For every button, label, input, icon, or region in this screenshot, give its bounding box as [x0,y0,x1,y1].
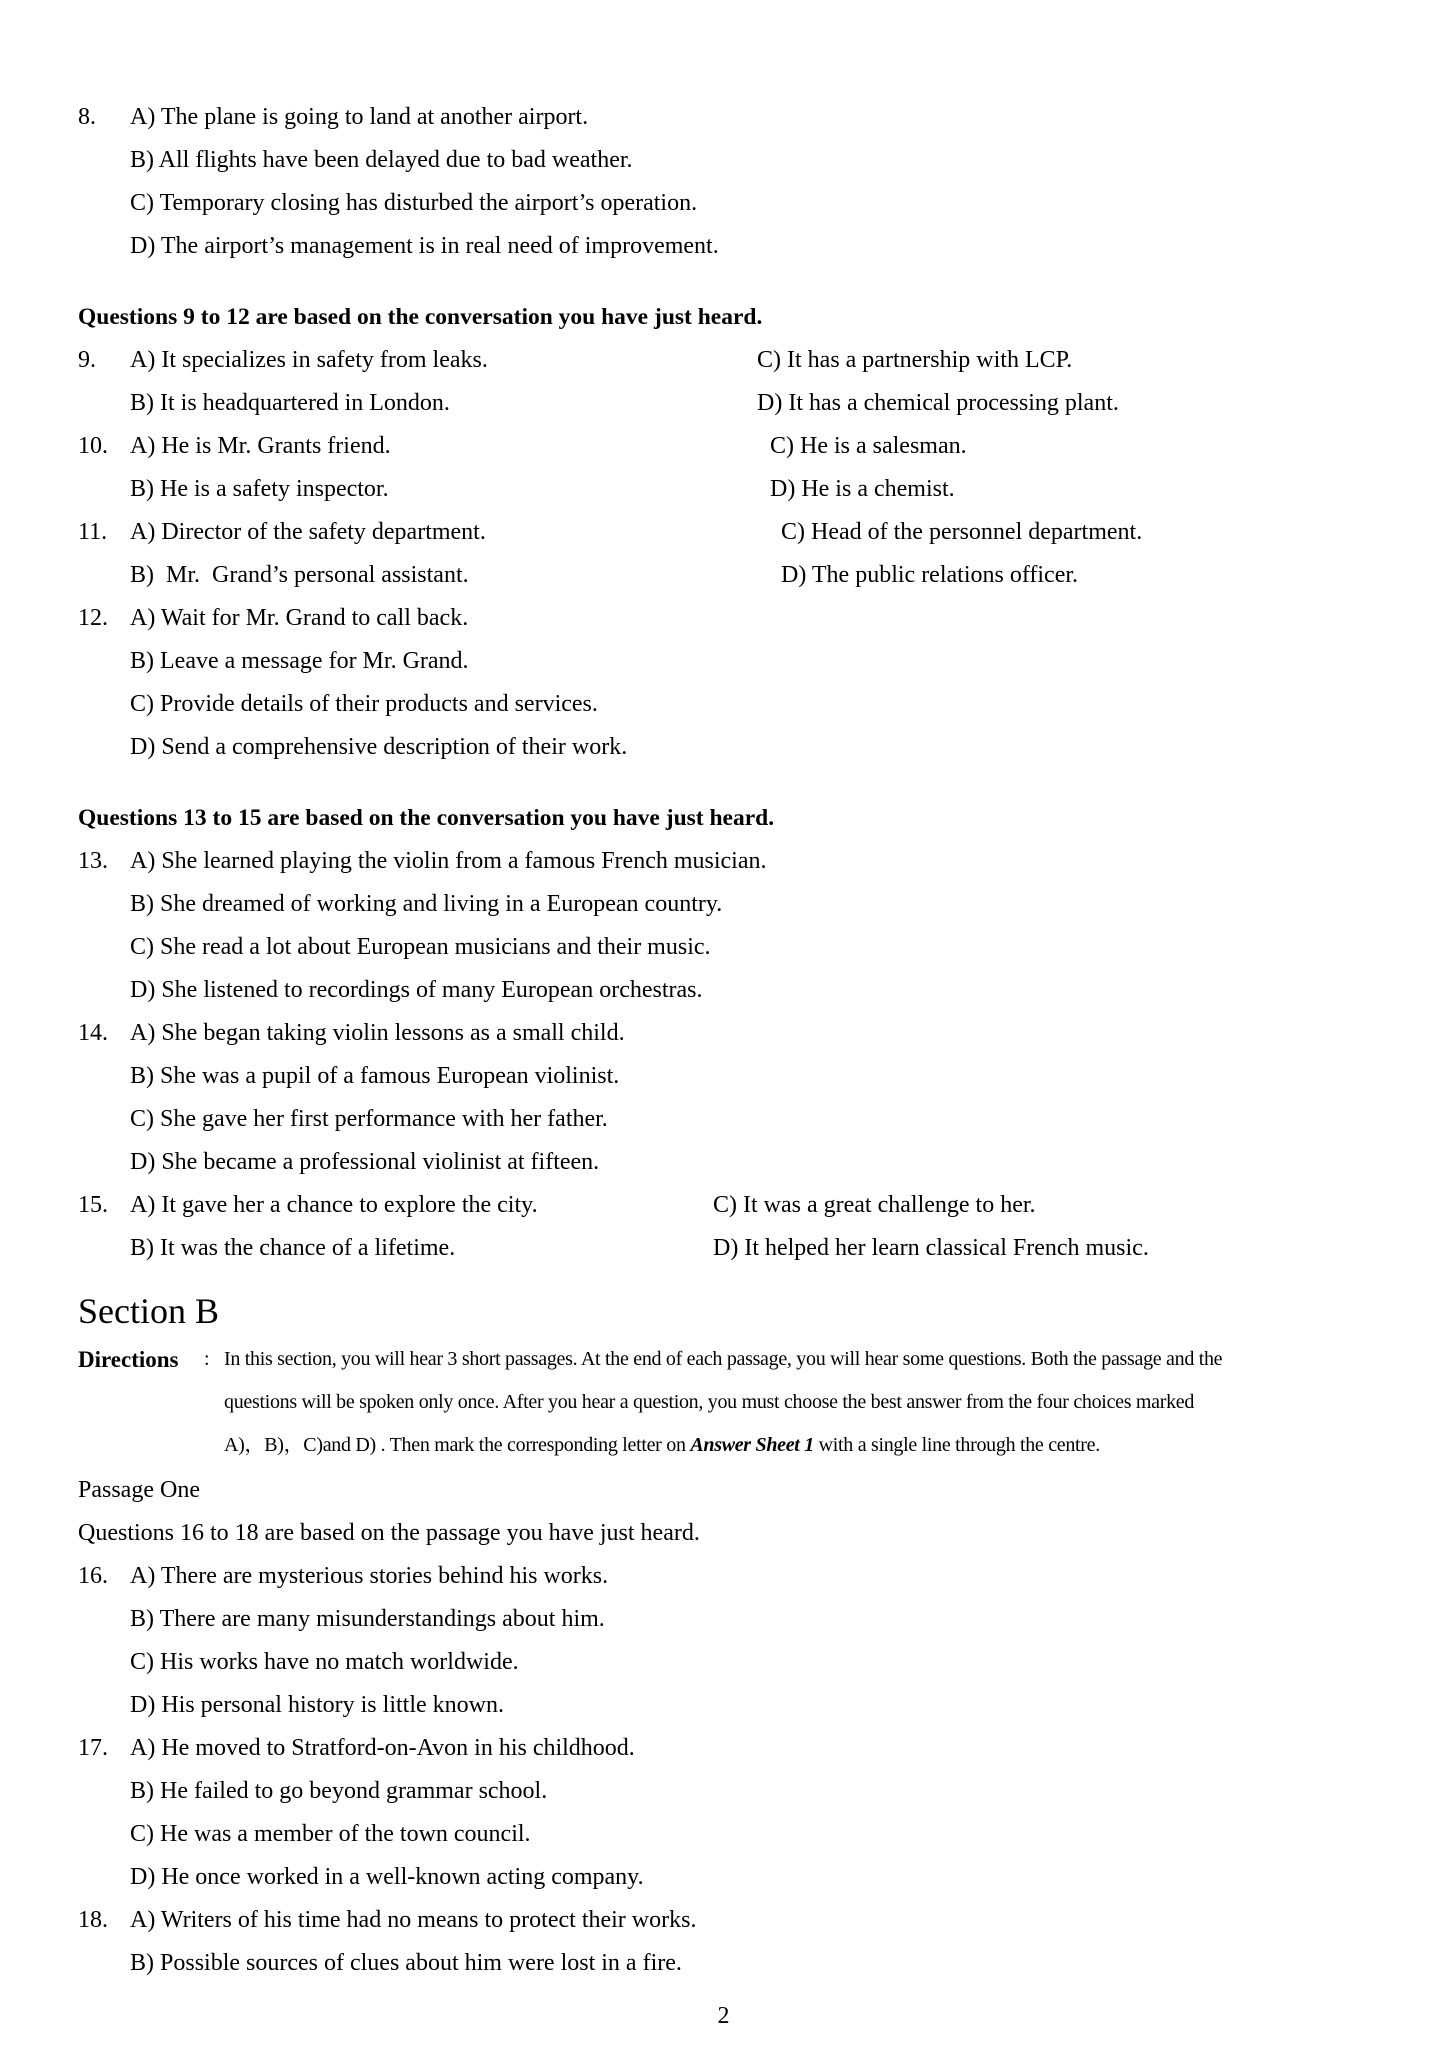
question-16-option-a: A) There are mysterious stories behind his works. [130,1563,609,1589]
question-16-row-4 [0,1684,1447,1727]
question-8-option-b: B) All flights have been delayed due to bad weather. [130,147,633,173]
question-16-row-3 [0,1641,1447,1684]
question-11-option-b: B) Mr. Grand’s personal assistant. [130,562,469,588]
question-11-row-1 [0,511,1447,554]
passage-one-label: Passage One [78,1477,200,1503]
question-9-row-2 [0,382,1447,425]
question-13-row-1 [0,840,1447,883]
question-14-option-d: D) She became a professional violinist at fifteen. [130,1149,600,1175]
question-8-row-1 [0,96,1447,139]
question-17-option-c: C) He was a member of the town council. [130,1821,531,1847]
question-12-row-2 [0,640,1447,683]
question-17-row-2 [0,1770,1447,1813]
question-13-option-c: C) She read a lot about European musicians and their music. [130,934,711,960]
question-13-option-b: B) She dreamed of working and living in a European country. [130,891,723,917]
question-17-option-a: A) He moved to Stratford-on-Avon in his childhood. [130,1735,635,1761]
question-9-option-a: A) It specializes in safety from leaks. [130,347,488,373]
directions-colon: : [204,1348,210,1370]
header-questions-13-15: Questions 13 to 15 are based on the conversation you have just heard. [78,805,775,831]
question-8-row-3 [0,182,1447,225]
question-10-option-d: D) He is a chemist. [770,476,955,502]
page-number: 2 [717,2003,730,2029]
question-12-row-3 [0,683,1447,726]
question-13-option-d: D) She listened to recordings of many European orchestras. [130,977,703,1003]
question-9-row-1 [0,339,1447,382]
question-13-number: 13. [78,848,108,874]
question-18-number: 18. [78,1907,108,1933]
question-9-option-d: D) It has a chemical processing plant. [757,390,1119,416]
directions-text-3 [224,1424,1100,1467]
question-13-row-2 [0,883,1447,926]
question-13-row-3 [0,926,1447,969]
question-15-option-b: B) It was the chance of a lifetime. [130,1235,456,1261]
question-14-option-a: A) She began taking violin lessons as a small child. [130,1020,625,1046]
question-17-row-3 [0,1813,1447,1856]
question-15-row-1 [0,1184,1447,1227]
directions-text-3-suffix: with a single line through the centre. [813,1434,1100,1456]
question-12-number: 12. [78,605,108,631]
question-17-row-1 [0,1727,1447,1770]
header-questions-9-12: Questions 9 to 12 are based on the conversation you have just heard. [78,304,763,330]
directions-text-2: questions will be spoken only once. After you hear a question, you must choose the best answer from the four choices marked [224,1391,1195,1413]
directions-line-1 [0,1338,1447,1381]
question-12-row-4 [0,726,1447,769]
question-8-option-c: C) Temporary closing has disturbed the airport’s operation. [130,190,698,216]
question-8-number: 8. [78,104,96,130]
question-14-option-c: C) She gave her first performance with her father. [130,1106,608,1132]
question-17-option-d: D) He once worked in a well-known acting company. [130,1864,644,1890]
section-b-title: Section B [78,1291,219,1331]
question-8-row-2 [0,139,1447,182]
question-12-option-a: A) Wait for Mr. Grand to call back. [130,605,469,631]
question-13-row-4 [0,969,1447,1012]
directions-line-3 [0,1424,1447,1467]
question-11-option-d: D) The public relations officer. [781,562,1079,588]
question-11-row-2 [0,554,1447,597]
question-12-option-d: D) Send a comprehensive description of their work. [130,734,628,760]
question-17-number: 17. [78,1735,108,1761]
question-10-option-c: C) He is a salesman. [770,433,967,459]
question-10-row-1 [0,425,1447,468]
question-12-option-c: C) Provide details of their products and services. [130,691,598,717]
question-16-row-1 [0,1555,1447,1598]
directions-text-3-prefix: A)，B)，C)and D) . Then mark the corresponding letter on [224,1434,691,1456]
question-18-row-2 [0,1942,1447,1985]
question-14-row-3 [0,1098,1447,1141]
question-13-option-a: A) She learned playing the violin from a famous French musician. [130,848,767,874]
question-12-row-1 [0,597,1447,640]
question-18-row-1 [0,1899,1447,1942]
question-10-option-a: A) He is Mr. Grants friend. [130,433,391,459]
directions-text-1: In this section, you will hear 3 short passages. At the end of each passage, you will hear some questions. Both the passage and the [224,1348,1223,1370]
question-11-option-a: A) Director of the safety department. [130,519,486,545]
question-16-option-c: C) His works have no match worldwide. [130,1649,519,1675]
question-8-option-a: A) The plane is going to land at another airport. [130,104,589,130]
question-12-option-b: B) Leave a message for Mr. Grand. [130,648,469,674]
question-16-number: 16. [78,1563,108,1589]
question-10-option-b: B) He is a safety inspector. [130,476,389,502]
question-8-option-d: D) The airport’s management is in real need of improvement. [130,233,719,259]
header-questions-16-18: Questions 16 to 18 are based on the passage you have just heard. [78,1520,700,1546]
question-16-row-2 [0,1598,1447,1641]
question-15-row-2 [0,1227,1447,1270]
question-9-option-b: B) It is headquartered in London. [130,390,450,416]
question-14-number: 14. [78,1020,108,1046]
question-17-option-b: B) He failed to go beyond grammar school. [130,1778,548,1804]
question-16-option-b: B) There are many misunderstandings about him. [130,1606,605,1632]
question-10-row-2 [0,468,1447,511]
question-18-option-b: B) Possible sources of clues about him were lost in a fire. [130,1950,682,1976]
question-9-number: 9. [78,347,96,373]
question-9-option-c: C) It has a partnership with LCP. [757,347,1073,373]
question-15-option-a: A) It gave her a chance to explore the city. [130,1192,538,1218]
directions-line-2 [0,1381,1447,1424]
question-15-number: 15. [78,1192,108,1218]
question-15-option-d: D) It helped her learn classical French music. [713,1235,1149,1261]
question-14-row-1 [0,1012,1447,1055]
question-15-option-c: C) It was a great challenge to her. [713,1192,1036,1218]
question-14-option-b: B) She was a pupil of a famous European violinist. [130,1063,620,1089]
question-14-row-2 [0,1055,1447,1098]
directions-label: Directions [78,1347,179,1372]
question-16-option-d: D) His personal history is little known. [130,1692,504,1718]
question-18-option-a: A) Writers of his time had no means to protect their works. [130,1907,697,1933]
answer-sheet-reference: Answer Sheet 1 [690,1434,814,1456]
question-14-row-4 [0,1141,1447,1184]
question-17-row-4 [0,1856,1447,1899]
question-11-option-c: C) Head of the personnel department. [781,519,1143,545]
question-10-number: 10. [78,433,108,459]
question-11-number: 11. [78,519,108,545]
question-8-row-4 [0,225,1447,268]
